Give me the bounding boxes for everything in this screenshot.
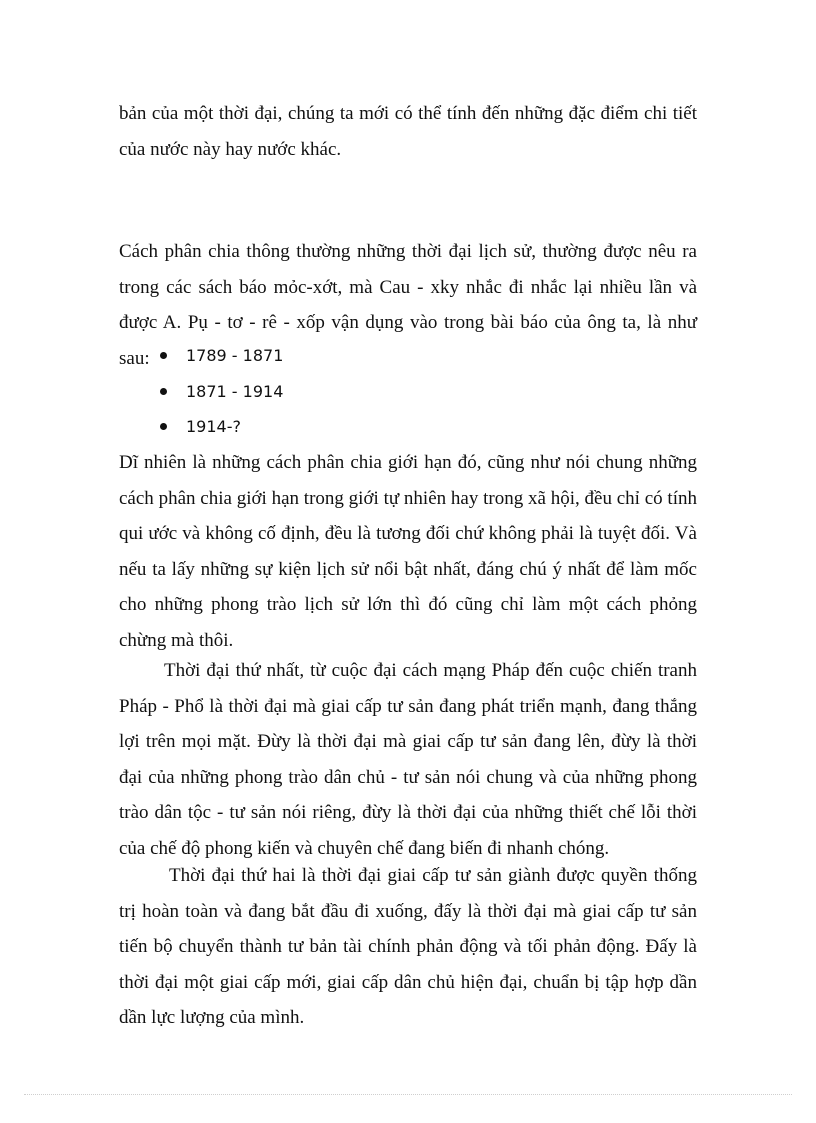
bullet-icon bbox=[160, 423, 167, 430]
period-list bbox=[160, 338, 283, 445]
bullet-icon bbox=[160, 352, 167, 359]
paragraph-first-era: Thời đại thứ nhất, từ cuộc đại cách mạng Pháp đến cuộc chiến tranh Pháp - Phổ là thời đại mà giai cấp tư sản đang phát triển mạnh, đang thắng lợi trên mọi mặt. Đừy là thời đại mà giai cấp tư sản đang lên, đừy là thời đại của những phong trào dân chủ - tư sản nói chung và của những phong trào dân tộc - tư sản nói riêng, đừy là thời đại của những thiết chế lỗi thời của chế độ phong kiến và chuyên chế đang biến đi nhanh chóng. bbox=[119, 660, 697, 859]
paragraph-periodization-intro: Cách phân chia thông thường những thời đại lịch sử, thường được nêu ra trong các sách báo mỏc-xớt, mà Cau - xky nhắc đi nhắc lại nhiều lần và được A. Pụ - tơ - rê - xốp vận dụng vào trong bài báo của ông ta, là như sau: bbox=[119, 241, 697, 369]
list-item bbox=[160, 409, 283, 445]
paragraph-intro-continuation: bản của một thời đại, chúng ta mới có thể tính đến những đặc điểm chi tiết của nước này hay nước khác. bbox=[119, 103, 697, 160]
paragraph-second-era: Thời đại thứ hai là thời đại giai cấp tư sản giành được quyền thống trị hoàn toàn và đang bắt đầu đi xuống, đấy là thời đại mà giai cấp tư sản tiến bộ chuyển thành tư bản tài chính phản động và tối phản động. Đấy là thời đại một giai cấp mới, giai cấp dân chủ hiện đại, chuẩn bị tập hợp dần dần lực lượng của mình. bbox=[119, 865, 697, 1028]
period-label: 1914-? bbox=[186, 417, 241, 436]
bullet-icon bbox=[160, 388, 167, 395]
period-label: 1789 - 1871 bbox=[186, 346, 284, 365]
period-label: 1871 - 1914 bbox=[186, 381, 284, 401]
list-item bbox=[160, 374, 283, 410]
list-item bbox=[160, 338, 283, 374]
page-bottom-divider bbox=[24, 1094, 792, 1095]
paragraph-conventions: Dĩ nhiên là những cách phân chia giới hạn đó, cũng như nói chung những cách phân chia giới hạn trong giới tự nhiên hay trong xã hội, đều chỉ có tính qui ước và không cố định, đều là tương đối chứ không phải là tuyệt đối. Và nếu ta lấy những sự kiện lịch sử nổi bật nhất, đáng chú ý nhất để làm mốc cho những phong trào lịch sử lớn thì đó cũng chỉ làm một cách phỏng chừng mà thôi. bbox=[119, 452, 697, 651]
